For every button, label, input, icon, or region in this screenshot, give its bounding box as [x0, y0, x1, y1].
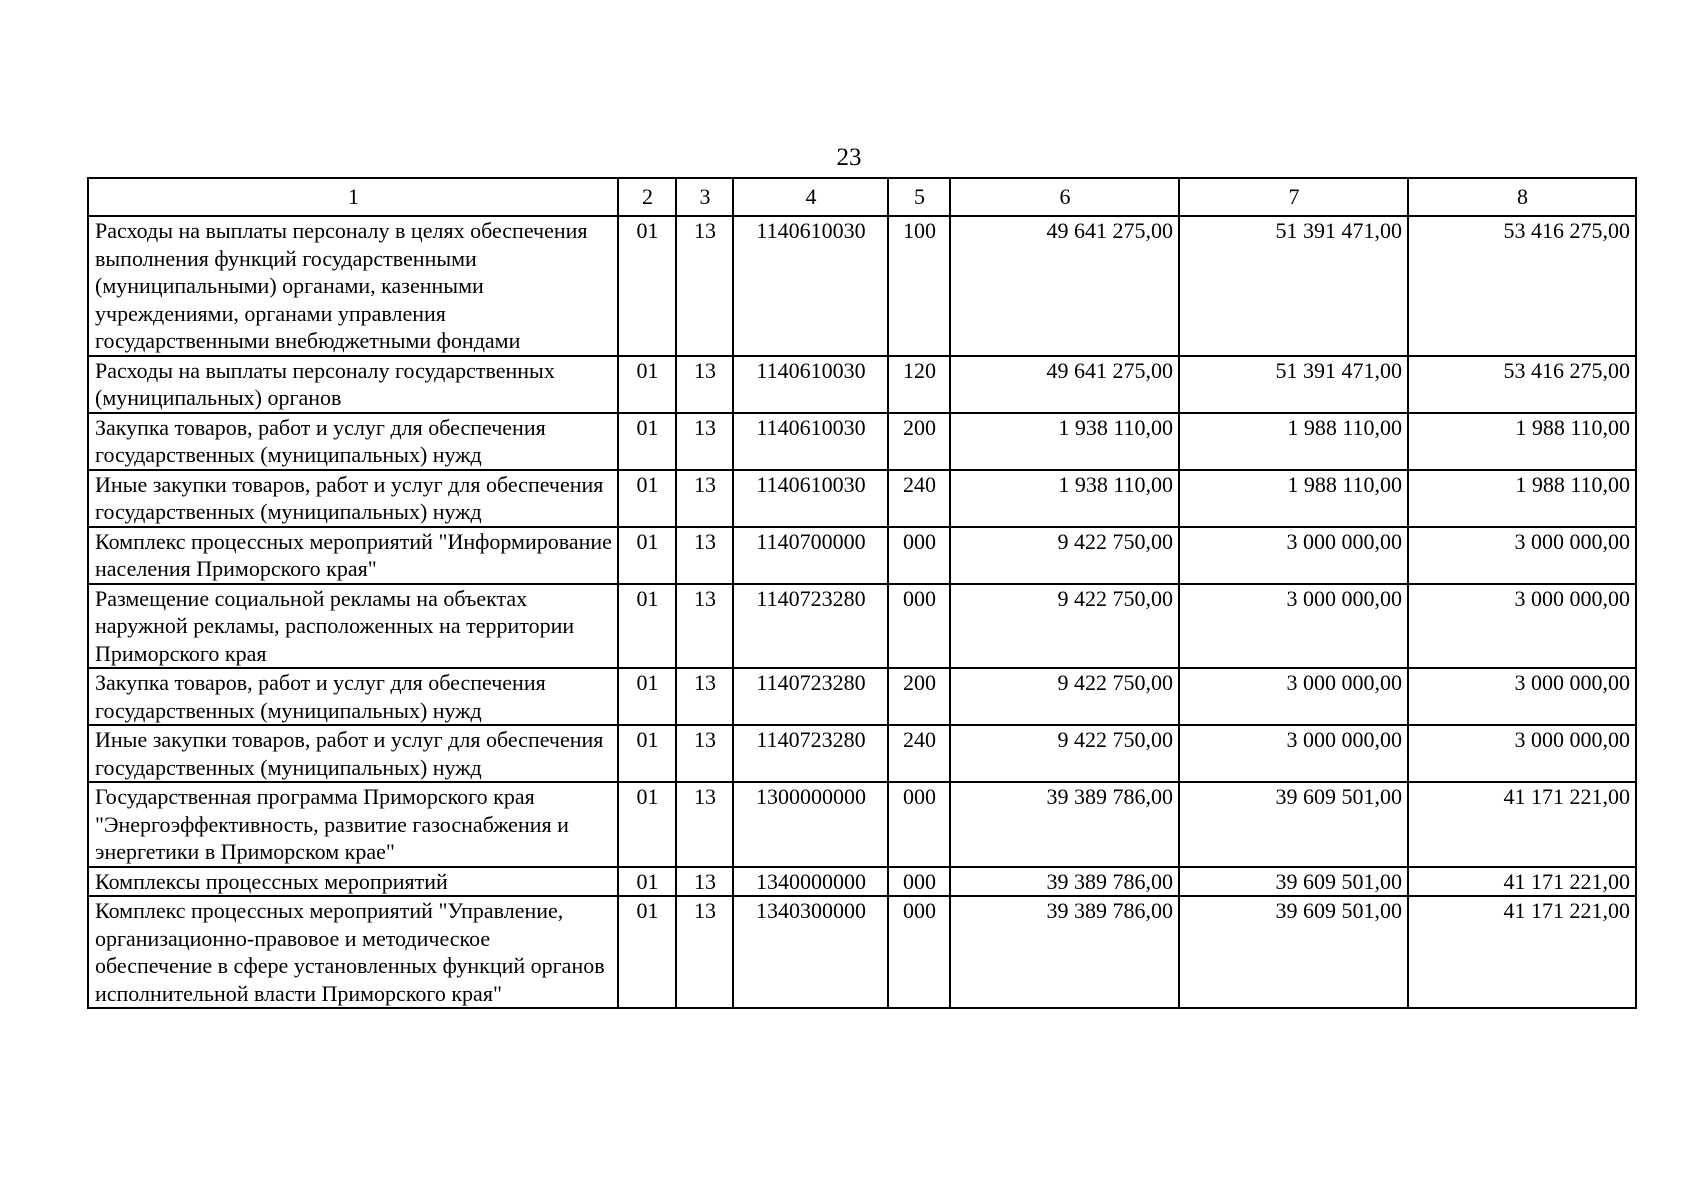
subsection-code: 13	[676, 216, 733, 356]
expense-name: Иные закупки товаров, работ и услуг для обеспечения государственных (муниципальных) нужд	[88, 470, 618, 527]
table-row	[88, 356, 1636, 413]
amount-col8: 3 000 000,00	[1408, 527, 1636, 584]
amount-col7: 51 391 471,00	[1179, 356, 1408, 413]
amount-col8: 3 000 000,00	[1408, 725, 1636, 782]
amount-col7: 39 609 501,00	[1179, 867, 1408, 897]
page-number: 23	[836, 144, 862, 171]
table-row	[88, 725, 1636, 782]
subsection-code: 13	[676, 584, 733, 669]
column-header: 2	[618, 178, 676, 216]
column-header: 7	[1179, 178, 1408, 216]
target-article-code: 1140610030	[733, 356, 888, 413]
expense-name: Расходы на выплаты персоналу в целях обеспечения выполнения функций государственными (муниципальными) органами, казенными учреждениями, органами управления государственными внебюджетными фондами	[88, 216, 618, 356]
expense-type-code: 200	[888, 413, 950, 470]
expense-type-code: 000	[888, 867, 950, 897]
column-header: 1	[88, 178, 618, 216]
amount-col8: 3 000 000,00	[1408, 668, 1636, 725]
header-row	[88, 178, 1636, 216]
target-article-code: 1340300000	[733, 896, 888, 1008]
amount-col7: 3 000 000,00	[1179, 527, 1408, 584]
section-code: 01	[618, 527, 676, 584]
amount-col6: 49 641 275,00	[950, 356, 1179, 413]
target-article-code: 1140723280	[733, 668, 888, 725]
amount-col7: 3 000 000,00	[1179, 668, 1408, 725]
column-header: 3	[676, 178, 733, 216]
subsection-code: 13	[676, 668, 733, 725]
target-article-code: 1340000000	[733, 867, 888, 897]
amount-col8: 1 988 110,00	[1408, 470, 1636, 527]
expense-name: Закупка товаров, работ и услуг для обеспечения государственных (муниципальных) нужд	[88, 413, 618, 470]
column-header: 4	[733, 178, 888, 216]
amount-col6: 39 389 786,00	[950, 896, 1179, 1008]
table-row	[88, 470, 1636, 527]
section-code: 01	[618, 470, 676, 527]
amount-col6: 39 389 786,00	[950, 867, 1179, 897]
section-code: 01	[618, 584, 676, 669]
target-article-code: 1300000000	[733, 782, 888, 867]
expense-type-code: 000	[888, 527, 950, 584]
section-code: 01	[618, 725, 676, 782]
amount-col7: 39 609 501,00	[1179, 896, 1408, 1008]
expense-name: Размещение социальной рекламы на объектах наружной рекламы, расположенных на территории Приморского края	[88, 584, 618, 669]
expense-name: Иные закупки товаров, работ и услуг для обеспечения государственных (муниципальных) нужд	[88, 725, 618, 782]
amount-col8: 53 416 275,00	[1408, 216, 1636, 356]
table-row	[88, 867, 1636, 897]
column-header: 5	[888, 178, 950, 216]
amount-col6: 1 938 110,00	[950, 413, 1179, 470]
expense-name: Комплекс процессных мероприятий "Управление, организационно-правовое и методическое обеспечение в сфере установленных функций органов исполнительной власти Приморского края"	[88, 896, 618, 1008]
budget-table	[87, 177, 1637, 1009]
table-row	[88, 216, 1636, 356]
amount-col6: 49 641 275,00	[950, 216, 1179, 356]
expense-type-code: 000	[888, 896, 950, 1008]
column-header: 8	[1408, 178, 1636, 216]
amount-col6: 9 422 750,00	[950, 584, 1179, 669]
amount-col8: 41 171 221,00	[1408, 782, 1636, 867]
expense-name: Комплекс процессных мероприятий "Информирование населения Приморского края"	[88, 527, 618, 584]
section-code: 01	[618, 867, 676, 897]
amount-col6: 9 422 750,00	[950, 725, 1179, 782]
amount-col7: 1 988 110,00	[1179, 413, 1408, 470]
expense-type-code: 240	[888, 725, 950, 782]
amount-col6: 9 422 750,00	[950, 668, 1179, 725]
section-code: 01	[618, 413, 676, 470]
target-article-code: 1140610030	[733, 470, 888, 527]
expense-name: Комплексы процессных мероприятий	[88, 867, 618, 897]
target-article-code: 1140723280	[733, 584, 888, 669]
amount-col8: 1 988 110,00	[1408, 413, 1636, 470]
amount-col7: 3 000 000,00	[1179, 584, 1408, 669]
amount-col7: 51 391 471,00	[1179, 216, 1408, 356]
table-row	[88, 584, 1636, 669]
table-row	[88, 896, 1636, 1008]
column-header: 6	[950, 178, 1179, 216]
subsection-code: 13	[676, 782, 733, 867]
expense-type-code: 120	[888, 356, 950, 413]
expense-name: Государственная программа Приморского края "Энергоэффективность, развитие газоснабжения и энергетики в Приморском крае"	[88, 782, 618, 867]
amount-col7: 1 988 110,00	[1179, 470, 1408, 527]
target-article-code: 1140610030	[733, 413, 888, 470]
table-row	[88, 782, 1636, 867]
table-row	[88, 668, 1636, 725]
section-code: 01	[618, 668, 676, 725]
expense-type-code: 100	[888, 216, 950, 356]
subsection-code: 13	[676, 725, 733, 782]
expense-type-code: 240	[888, 470, 950, 527]
subsection-code: 13	[676, 356, 733, 413]
subsection-code: 13	[676, 413, 733, 470]
expense-type-code: 000	[888, 584, 950, 669]
expense-type-code: 000	[888, 782, 950, 867]
amount-col8: 41 171 221,00	[1408, 867, 1636, 897]
expense-name: Закупка товаров, работ и услуг для обеспечения государственных (муниципальных) нужд	[88, 668, 618, 725]
subsection-code: 13	[676, 896, 733, 1008]
expense-type-code: 200	[888, 668, 950, 725]
section-code: 01	[618, 216, 676, 356]
amount-col6: 39 389 786,00	[950, 782, 1179, 867]
amount-col6: 1 938 110,00	[950, 470, 1179, 527]
amount-col7: 39 609 501,00	[1179, 782, 1408, 867]
amount-col8: 3 000 000,00	[1408, 584, 1636, 669]
amount-col6: 9 422 750,00	[950, 527, 1179, 584]
table-row	[88, 527, 1636, 584]
amount-col8: 41 171 221,00	[1408, 896, 1636, 1008]
subsection-code: 13	[676, 527, 733, 584]
amount-col7: 3 000 000,00	[1179, 725, 1408, 782]
section-code: 01	[618, 896, 676, 1008]
target-article-code: 1140723280	[733, 725, 888, 782]
target-article-code: 1140700000	[733, 527, 888, 584]
section-code: 01	[618, 782, 676, 867]
target-article-code: 1140610030	[733, 216, 888, 356]
table-row	[88, 413, 1636, 470]
section-code: 01	[618, 356, 676, 413]
amount-col8: 53 416 275,00	[1408, 356, 1636, 413]
expense-name: Расходы на выплаты персоналу государственных (муниципальных) органов	[88, 356, 618, 413]
subsection-code: 13	[676, 867, 733, 897]
subsection-code: 13	[676, 470, 733, 527]
